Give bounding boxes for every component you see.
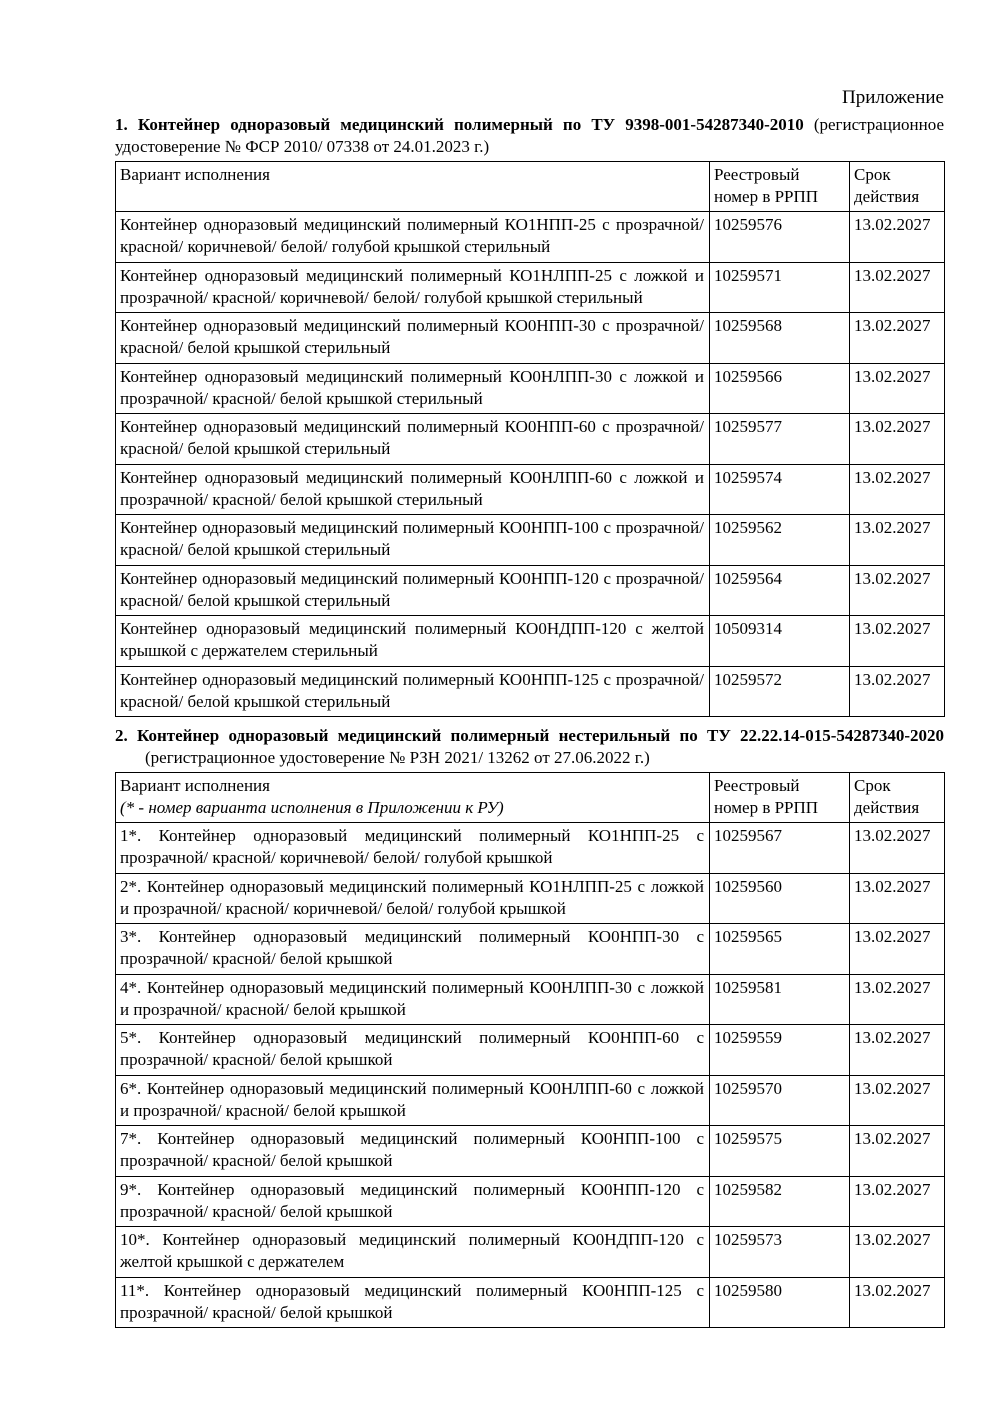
column-header-variant: [116, 772, 710, 823]
section-1-title: Контейнер одноразовый медицинский полимерный по ТУ 9398-001-54287340-2010: [137, 115, 804, 135]
table-header-row: [116, 161, 945, 212]
variant-cell: 2*. Контейнер одноразовый медицинский полимерный КО1НЛПП-25 с ложкой и прозрачной/ красной/ коричневой/ белой/ голубой крышкой: [116, 873, 710, 924]
registry-number-cell: 10259566: [710, 363, 850, 414]
column-header-validity: Срок действия: [850, 772, 945, 823]
table-row: [116, 666, 945, 717]
registry-number-cell: 10259560: [710, 873, 850, 924]
column-header-validity: Срок действия: [850, 161, 945, 212]
validity-cell: 13.02.2027: [850, 1277, 945, 1328]
table-row: [116, 262, 945, 313]
registry-number-cell: 10259565: [710, 924, 850, 975]
section-2-registration-note: (регистрационное удостоверение № РЗН 2021/ 13262 от 27.06.2022 г.): [145, 748, 650, 768]
validity-cell: 13.02.2027: [850, 1227, 945, 1278]
registry-number-cell: 10259559: [710, 1025, 850, 1076]
registry-number-cell: 10259574: [710, 464, 850, 515]
column-header-registry-number: Реестровый номер в РРПП: [710, 772, 850, 823]
variant-cell: Контейнер одноразовый медицинский полимерный КО0НПП-125 с прозрачной/ красной/ белой крышкой стерильный: [116, 666, 710, 717]
registry-number-cell: 10259573: [710, 1227, 850, 1278]
table-row: [116, 515, 945, 566]
table-row: [116, 565, 945, 616]
section-2-heading: [115, 725, 944, 769]
registry-number-cell: 10259580: [710, 1277, 850, 1328]
variant-cell: 7*. Контейнер одноразовый медицинский полимерный КО0НПП-100 с прозрачной/ красной/ белой крышкой: [116, 1126, 710, 1177]
variant-cell: Контейнер одноразовый медицинский полимерный КО0НДПП-120 с желтой крышкой с держателем стерильный: [116, 616, 710, 667]
section-2-number: 2.: [115, 726, 128, 746]
appendix-label: Приложение: [842, 87, 944, 108]
variant-cell: Контейнер одноразовый медицинский полимерный КО0НПП-60 с прозрачной/ красной/ белой крышкой стерильный: [116, 414, 710, 465]
validity-cell: 13.02.2027: [850, 823, 945, 874]
section-2-table: [115, 772, 945, 1329]
table-row: [116, 313, 945, 364]
section-1-registration-note: (регистрационное удостоверение № ФСР 2010/ 07338 от 24.01.2023 г.): [115, 115, 944, 157]
validity-cell: 13.02.2027: [850, 1176, 945, 1227]
validity-cell: 13.02.2027: [850, 212, 945, 263]
registry-number-cell: 10259575: [710, 1126, 850, 1177]
table-row: [116, 1176, 945, 1227]
section-1-heading: [115, 114, 944, 158]
table-row: [116, 414, 945, 465]
registry-number-cell: 10259582: [710, 1176, 850, 1227]
variant-cell: 9*. Контейнер одноразовый медицинский полимерный КО0НПП-120 с прозрачной/ красной/ белой крышкой: [116, 1176, 710, 1227]
table-row: [116, 1277, 945, 1328]
validity-cell: 13.02.2027: [850, 1025, 945, 1076]
table-header-row: [116, 772, 945, 823]
table-row: [116, 823, 945, 874]
registry-number-cell: 10259576: [710, 212, 850, 263]
variant-cell: Контейнер одноразовый медицинский полимерный КО1НЛПП-25 с ложкой и прозрачной/ красной/ коричневой/ белой/ голубой крышкой стерильный: [116, 262, 710, 313]
validity-cell: 13.02.2027: [850, 974, 945, 1025]
validity-cell: 13.02.2027: [850, 515, 945, 566]
column-header-variant: Вариант исполнения: [116, 161, 710, 212]
registry-number-cell: 10259571: [710, 262, 850, 313]
validity-cell: 13.02.2027: [850, 262, 945, 313]
validity-cell: 13.02.2027: [850, 1126, 945, 1177]
variant-cell: 4*. Контейнер одноразовый медицинский полимерный КО0НЛПП-30 с ложкой и прозрачной/ красной/ белой крышкой: [116, 974, 710, 1025]
variant-cell: 10*. Контейнер одноразовый медицинский полимерный КО0НДПП-120 с желтой крышкой с держателем: [116, 1227, 710, 1278]
variant-cell: Контейнер одноразовый медицинский полимерный КО0НПП-100 с прозрачной/ красной/ белой крышкой стерильный: [116, 515, 710, 566]
column-header-variant-label: Вариант исполнения: [120, 775, 270, 795]
variant-cell: Контейнер одноразовый медицинский полимерный КО0НЛПП-60 с ложкой и прозрачной/ красной/ белой крышкой стерильный: [116, 464, 710, 515]
table-row: [116, 974, 945, 1025]
section-1-table: [115, 161, 945, 718]
validity-cell: 13.02.2027: [850, 616, 945, 667]
variant-cell: 5*. Контейнер одноразовый медицинский полимерный КО0НПП-60 с прозрачной/ красной/ белой крышкой: [116, 1025, 710, 1076]
registry-number-cell: 10259568: [710, 313, 850, 364]
table-row: [116, 873, 945, 924]
section-1-number: 1.: [115, 115, 128, 135]
registry-number-cell: 10259577: [710, 414, 850, 465]
variant-cell: Контейнер одноразовый медицинский полимерный КО1НПП-25 с прозрачной/ красной/ коричневой/ белой/ голубой крышкой стерильный: [116, 212, 710, 263]
variant-cell: Контейнер одноразовый медицинский полимерный КО0НЛПП-30 с ложкой и прозрачной/ красной/ белой крышкой стерильный: [116, 363, 710, 414]
validity-cell: 13.02.2027: [850, 565, 945, 616]
registry-number-cell: 10259581: [710, 974, 850, 1025]
registry-number-cell: 10509314: [710, 616, 850, 667]
registry-number-cell: 10259564: [710, 565, 850, 616]
table-row: [116, 1025, 945, 1076]
variant-cell: 11*. Контейнер одноразовый медицинский полимерный КО0НПП-125 с прозрачной/ красной/ белой крышкой: [116, 1277, 710, 1328]
table-row: [116, 212, 945, 263]
variant-cell: 6*. Контейнер одноразовый медицинский полимерный КО0НЛПП-60 с ложкой и прозрачной/ красной/ белой крышкой: [116, 1075, 710, 1126]
table-row: [116, 616, 945, 667]
table-row: [116, 464, 945, 515]
table-row: [116, 1075, 945, 1126]
validity-cell: 13.02.2027: [850, 666, 945, 717]
validity-cell: 13.02.2027: [850, 1075, 945, 1126]
registry-number-cell: 10259570: [710, 1075, 850, 1126]
column-header-registry-number: Реестровый номер в РРПП: [710, 161, 850, 212]
validity-cell: 13.02.2027: [850, 464, 945, 515]
table-row: [116, 363, 945, 414]
validity-cell: 13.02.2027: [850, 363, 945, 414]
registry-number-cell: 10259562: [710, 515, 850, 566]
table-row: [116, 924, 945, 975]
variant-cell: Контейнер одноразовый медицинский полимерный КО0НПП-120 с прозрачной/ красной/ белой крышкой стерильный: [116, 565, 710, 616]
validity-cell: 13.02.2027: [850, 313, 945, 364]
registry-number-cell: 10259567: [710, 823, 850, 874]
variant-cell: 1*. Контейнер одноразовый медицинский полимерный КО1НПП-25 с прозрачной/ красной/ коричневой/ белой/ голубой крышкой: [116, 823, 710, 874]
column-header-variant-note: (* - номер варианта исполнения в Приложении к РУ): [120, 797, 504, 817]
table-row: [116, 1126, 945, 1177]
registry-number-cell: 10259572: [710, 666, 850, 717]
table-row: [116, 1227, 945, 1278]
validity-cell: 13.02.2027: [850, 414, 945, 465]
validity-cell: 13.02.2027: [850, 924, 945, 975]
validity-cell: 13.02.2027: [850, 873, 945, 924]
variant-cell: 3*. Контейнер одноразовый медицинский полимерный КО0НПП-30 с прозрачной/ красной/ белой крышкой: [116, 924, 710, 975]
section-2-title: Контейнер одноразовый медицинский полимерный нестерильный по ТУ 22.22.14-015-54287340-2020: [137, 726, 945, 746]
variant-cell: Контейнер одноразовый медицинский полимерный КО0НПП-30 с прозрачной/ красной/ белой крышкой стерильный: [116, 313, 710, 364]
